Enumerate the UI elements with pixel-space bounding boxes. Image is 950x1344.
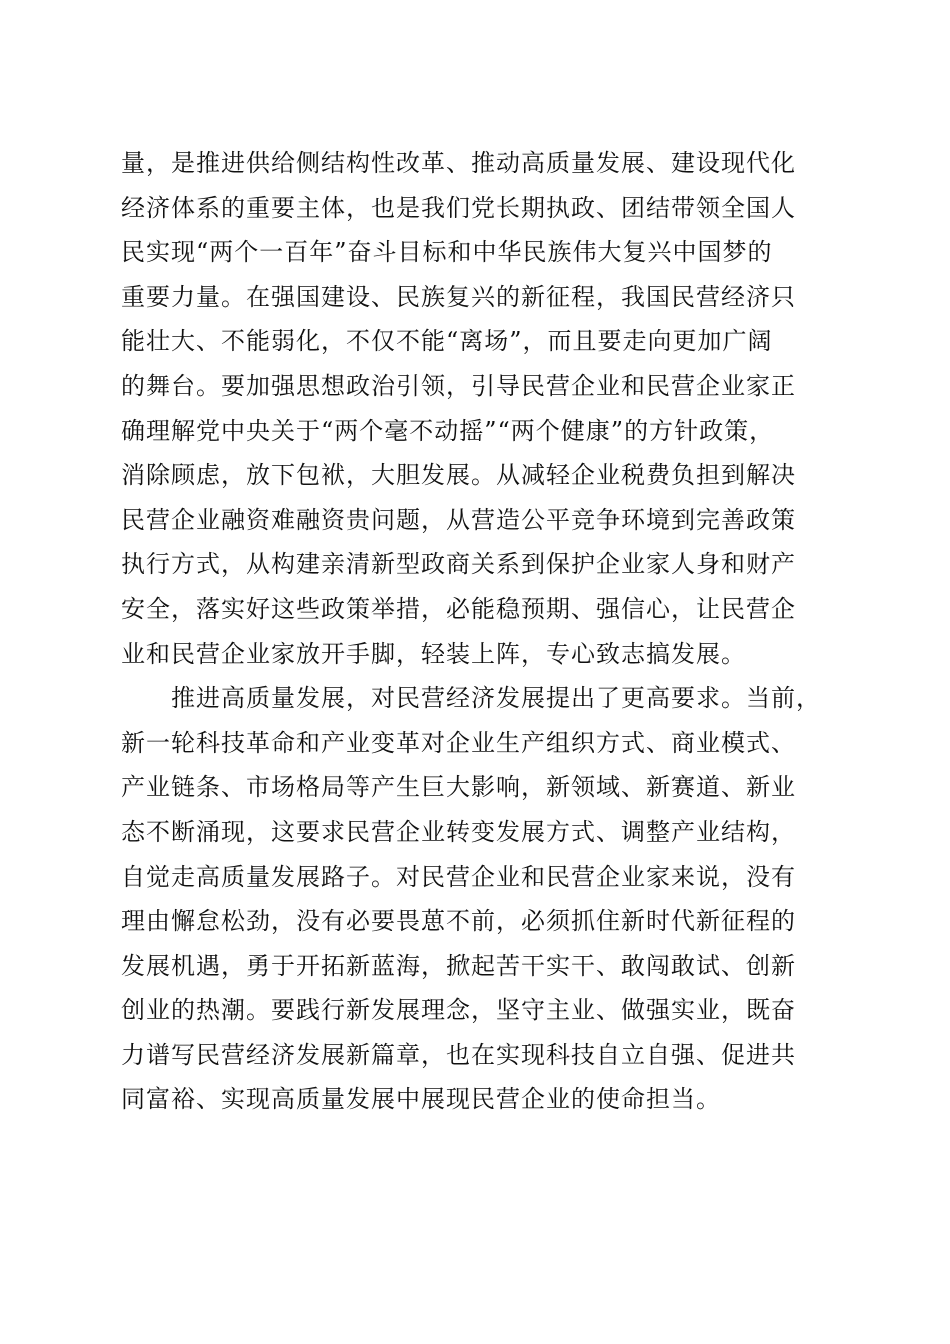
text-line: 力谱写民营经济发展新篇章，也在实现科技自立自强、促进共	[121, 1040, 796, 1069]
text-line: 民营企业融资难融资贵问题，从营造公平竞争环境到完善政策	[121, 505, 796, 534]
text-line: 能壮大、不能弱化，不仅不能“离场”，而且要走向更加广阔	[121, 327, 773, 356]
text-line: 确理解党中央关于“两个毫不动摇”“两个健康”的方针政策，	[121, 416, 775, 445]
text-line: 理由懈怠松劲，没有必要畏葸不前，必须抓住新时代新征程的	[121, 907, 796, 936]
text-line: 新一轮科技革命和产业变革对企业生产组织方式、商业模式、	[121, 728, 796, 757]
text-line: 自觉走高质量发展路子。对民营企业和民营企业家来说，没有	[121, 862, 796, 891]
text-line: 重要力量。在强国建设、民族复兴的新征程，我国民营经济只	[121, 282, 796, 311]
text-line: 产业链条、市场格局等产生巨大影响，新领域、新赛道、新业	[121, 773, 796, 802]
text-line: 创业的热潮。要践行新发展理念，坚守主业、做强实业，既奋	[121, 996, 796, 1025]
text-line: 态不断涌现，这要求民营企业转变发展方式、调整产业结构，	[121, 817, 796, 846]
text-line: 业和民营企业家放开手脚，轻装上阵，专心致志搞发展。	[121, 639, 746, 668]
text-line: 发展机遇，勇于开拓新蓝海，掀起苦干实干、敢闯敢试、创新	[121, 951, 796, 980]
text-line: 民实现“两个一百年”奋斗目标和中华民族伟大复兴中国梦的	[121, 238, 773, 267]
text-line: 的舞台。要加强思想政治引领，引导民营企业和民营企业家正	[121, 371, 796, 400]
text-line: 同富裕、实现高质量发展中展现民营企业的使命担当。	[121, 1085, 721, 1114]
text-line: 推进高质量发展，对民营经济发展提出了更高要求。当前，	[121, 684, 821, 713]
text-line: 执行方式，从构建亲清新型政商关系到保护企业家人身和财产	[121, 550, 796, 579]
text-line: 消除顾虑，放下包袱，大胆发展。从减轻企业税费负担到解决	[121, 461, 796, 490]
text-line: 安全，落实好这些政策举措，必能稳预期、强信心，让民营企	[121, 594, 796, 623]
text-line: 经济体系的重要主体，也是我们党长期执政、团结带领全国人	[121, 193, 796, 222]
text-line: 量，是推进供给侧结构性改革、推动高质量发展、建设现代化	[121, 149, 796, 177]
document-body-text	[121, 141, 841, 1122]
